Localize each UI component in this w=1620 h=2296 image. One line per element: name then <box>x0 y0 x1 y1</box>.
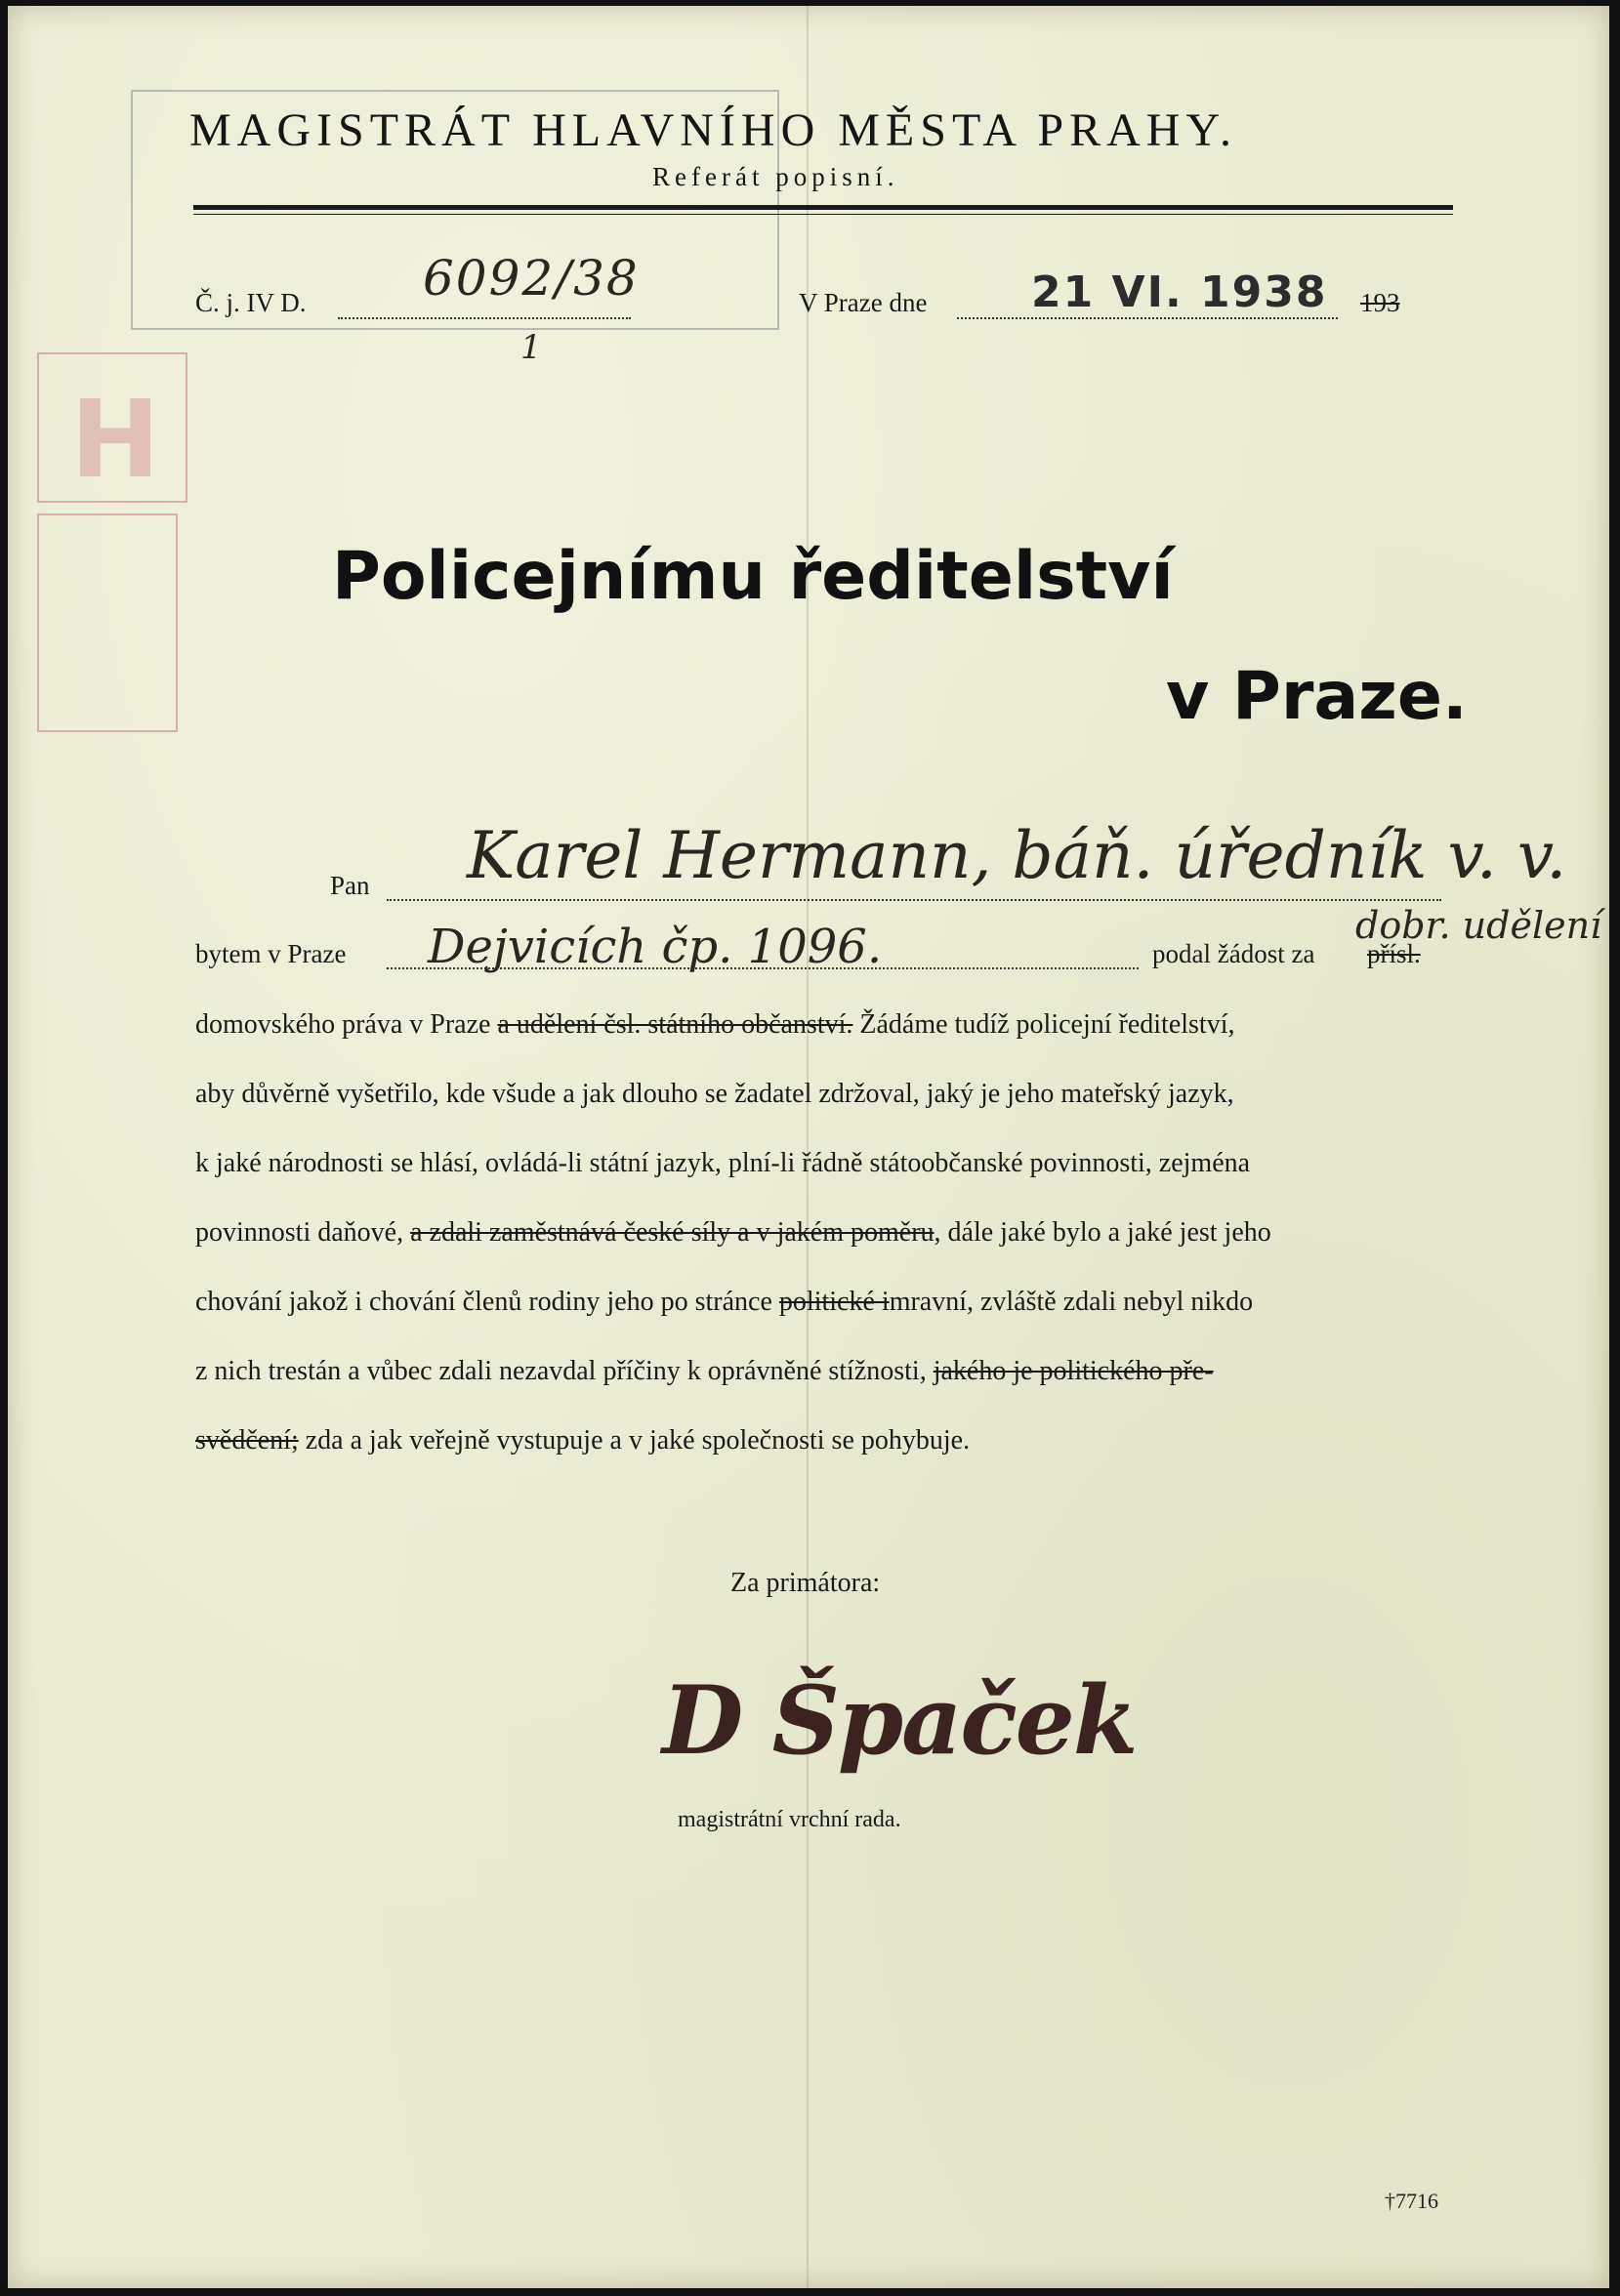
body-line-6-struck: jakého je politického pře- <box>933 1356 1214 1386</box>
body-line-4b: , dále jaké bylo a jaké jest jeho <box>934 1217 1271 1248</box>
year-struck: 193 <box>1360 288 1400 317</box>
body-line-6a: z nich trestán a vůbec zdali nezavdal příčiny k oprávněné stížnosti, <box>195 1356 927 1386</box>
document-page <box>8 6 1609 2288</box>
date-stamp: 21 VI. 1938 <box>1031 267 1328 317</box>
pan-label: Pan <box>330 871 370 900</box>
body-line-4a: povinnosti daňové, <box>195 1217 404 1248</box>
body-line-3: k jaké národnosti se hlásí, ovládá-li státní jazyk, plní-li řádně státoobčanské povinnosti, zejména <box>195 1148 1251 1178</box>
fold-line <box>807 6 809 2288</box>
pan-value: Karel Hermann, báň. úředník v. v. <box>467 818 1567 893</box>
body-line-7b: zda a jak veřejně vystupuje a v jaké společnosti se pohybuje. <box>305 1425 971 1456</box>
body-line-2: aby důvěrně vyšetřilo, kde všude a jak dlouho se žadatel zdržoval, jaký je jeho mateřský jazyk, <box>195 1079 1234 1109</box>
zadost-value: dobr. udělení <box>1355 904 1602 947</box>
signature-label: Za primátora: <box>730 1568 881 1598</box>
faint-stamp-mark: H <box>70 377 161 502</box>
handwritten-signature: D Špaček <box>662 1665 1137 1776</box>
body-line-1 <box>195 1009 1455 1041</box>
zadost-label: podal žádost za <box>1152 939 1315 968</box>
header-rule-thin <box>193 214 1453 215</box>
body-line-7-struck: svědčení; <box>195 1425 299 1456</box>
reference-label: Č. j. IV D. <box>195 288 307 317</box>
reference-dots <box>338 316 631 319</box>
header-title: MAGISTRÁT HLAVNÍHO MĚSTA PRAHY. <box>189 104 1237 156</box>
addressee-line1: Policejnímu ředitelství <box>332 538 1174 615</box>
pan-dots <box>387 898 1441 901</box>
addressee-line2: v Praze. <box>1166 658 1468 735</box>
header-subtitle: Referát popisní. <box>652 162 899 191</box>
signature-title: magistrátní vrchní rada. <box>678 1807 901 1832</box>
reference-sub-number: 1 <box>520 328 542 367</box>
body-line-5-struck: politické i <box>778 1287 890 1317</box>
body-line-4 <box>195 1217 1455 1249</box>
date-label: V Praze dne <box>799 288 928 317</box>
body-line-1b: Žádáme tudíž policejní ředitelství, <box>859 1009 1235 1040</box>
body-line-6 <box>195 1356 1455 1387</box>
body-line-5 <box>195 1287 1455 1318</box>
body-line-5a: chování jakož i chování členů rodiny jeho po stránce <box>195 1287 772 1317</box>
body-line-1a: domovského práva v Praze <box>195 1009 491 1040</box>
body-line-1-struck: a udělení čsl. státního občanství. <box>497 1009 853 1040</box>
zadost-struck: přísl. <box>1367 939 1421 968</box>
header-rule-thick <box>193 205 1453 210</box>
bytem-value: Dejvicích čp. 1096. <box>428 920 883 974</box>
bytem-label: bytem v Praze <box>195 939 347 968</box>
document-number: †7716 <box>1385 2189 1438 2213</box>
reference-number: 6092/38 <box>423 250 640 307</box>
body-line-4-struck: a zdali zaměstnává české síly a v jakém poměru <box>410 1217 935 1248</box>
body-line-7 <box>195 1425 1455 1456</box>
body-line-5b: mravní, zvláště zdali nebyl nikdo <box>889 1287 1254 1317</box>
red-stamp-lower <box>37 513 178 732</box>
